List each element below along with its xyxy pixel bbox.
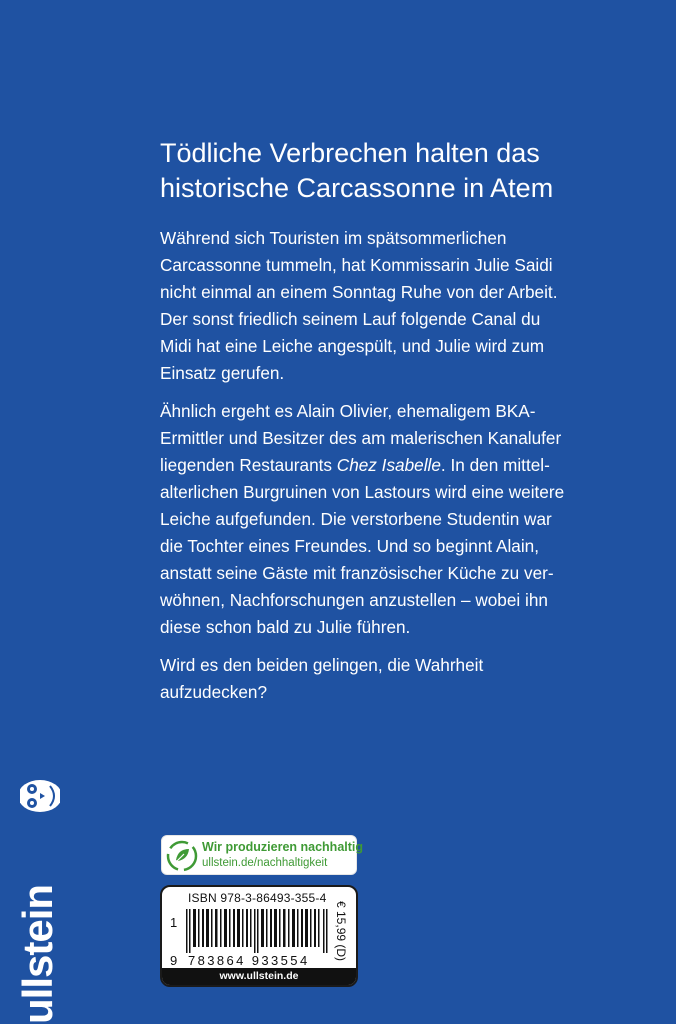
blurb-paragraph-1	[160, 225, 620, 387]
blurb-paragraph-2	[160, 398, 620, 641]
text-segment: . In den mittel-	[440, 455, 550, 475]
owl-icon	[20, 770, 60, 822]
text-line	[160, 455, 550, 475]
text-line: wöhnen, Nachforschungen anzustellen – wobei ihn	[160, 590, 548, 610]
badge-title: Wir produzieren nachhaltig	[202, 840, 364, 854]
headline-line-2: historische Carcassonne in Atem	[160, 173, 554, 203]
text-line: Ähnlich ergeht es Alain Olivier, ehemaligem BKA-	[160, 401, 536, 421]
headline	[160, 136, 630, 206]
text-segment: liegenden Restaurants	[160, 455, 337, 475]
barcode-digits: 783864 933554	[188, 953, 310, 968]
text-line: Ermittler und Besitzer des am malerischen Kanalufer	[160, 428, 562, 448]
text-line: diese schon bald zu Julie führen.	[160, 617, 411, 637]
text-line: alterlichen Burgruinen von Lastours wird eine weitere	[160, 482, 565, 502]
text-line: Während sich Touristen im spätsommerlichen	[160, 228, 507, 248]
text-line: aufzudecken?	[160, 682, 268, 702]
text-line: die Tochter eines Freundes. Und so beginnt Alain,	[160, 536, 540, 556]
barcode	[184, 909, 334, 953]
text-line: Carcassonne tummeln, hat Kommissarin Julie Saidi	[160, 255, 553, 275]
sustainability-badge	[161, 835, 364, 875]
blurb-paragraph-3	[160, 652, 620, 706]
headline-line-1: Tödliche Verbrechen halten das	[160, 138, 540, 168]
leaf-recycle-icon	[166, 840, 198, 872]
publisher-logo	[14, 770, 64, 1024]
barcode-label	[160, 885, 358, 987]
text-line: anstatt seine Gäste mit französischer Küche zu ver-	[160, 563, 554, 583]
restaurant-name: Chez Isabelle	[336, 455, 441, 475]
publisher-name: ullstein	[14, 884, 61, 1024]
barcode-first-digit: 9	[170, 953, 178, 968]
text-line: Leiche aufgefunden. Die verstorbene Studentin war	[160, 509, 552, 529]
publisher-website: www.ullstein.de	[162, 968, 356, 985]
blurb	[160, 225, 620, 717]
text-line: Wird es den beiden gelingen, die Wahrheit	[160, 655, 484, 675]
text-line: nicht einmal an einem Sonntag Ruhe von der Arbeit.	[160, 282, 558, 302]
price-text: € 15,99 (D)	[334, 901, 348, 962]
isbn-text: ISBN 978-3-86493-355-4	[188, 891, 327, 905]
barcode-addon-digit: 1	[170, 915, 178, 930]
text-line: Midi hat eine Leiche angespült, und Julie wird zum	[160, 336, 545, 356]
badge-url: ullstein.de/nachhaltigkeit	[202, 857, 328, 869]
text-line: Einsatz gerufen.	[160, 363, 285, 383]
text-line: Der sonst friedlich seinem Lauf folgende Canal du	[160, 309, 541, 329]
